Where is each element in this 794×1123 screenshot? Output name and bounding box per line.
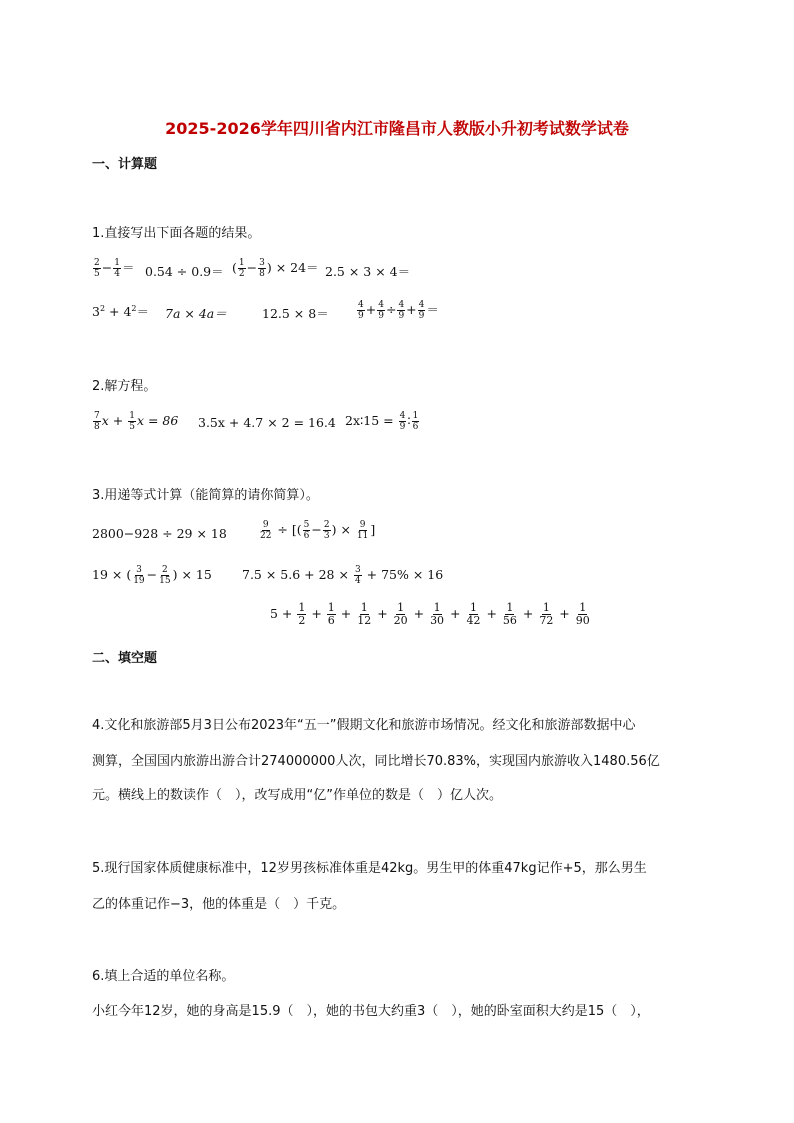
q3-expression-b: $\frac{9}{22}$ ÷ [( $\frac{5}{6}$ − $\frac{2}{3}$ ) × $\frac{9}{11}$ ]	[260, 520, 376, 541]
fraction: $\frac{1}{42}$	[466, 601, 481, 627]
question-4-line-2: 测算，全国国内旅游出游合计274000000人次，同比增长70.83%，实现国内旅游收入1480.56亿	[92, 754, 660, 769]
q1-row2-item-b: 7a × 4a＝	[165, 306, 227, 321]
q3-expression-d: 7.5 × 5.6 + 28 × $\frac{3}{4}$ + 75% × 16	[242, 565, 444, 586]
fraction: $\frac{1}{4}$	[114, 258, 120, 279]
question-1-stem: 1.直接写出下面各题的结果。	[92, 226, 261, 241]
section-heading-fill-in: 二、填空题	[92, 651, 158, 666]
q1-row1-item-a: $\frac{2}{5}$ − $\frac{1}{4}$ ＝	[94, 258, 135, 279]
fraction: $\frac{9}{11}$	[356, 520, 369, 541]
fraction: $\frac{3}{4}$	[354, 565, 361, 586]
q1-row1-item-d: 2.5 × 3 × 4＝	[325, 264, 411, 279]
question-6-line-1: 小红今年12岁，她的身高是15.9（ ），她的书包大约重3（ ），她的卧室面积大约是15（ ），	[92, 1004, 650, 1019]
question-6-stem: 6.填上合适的单位名称。	[92, 969, 235, 984]
fraction: $\frac{1}{2}$	[298, 601, 306, 627]
q3-expression-c: 19 × ( $\frac{3}{19}$ − $\frac{2}{15}$ ) × 15	[92, 565, 212, 586]
question-5-line-1: 5.现行国家体质健康标准中，12岁男孩标准体重是42kg。男生甲的体重47kg记作+5，那么男生	[92, 861, 647, 876]
q1-row2-item-a: $3^2 + 4^2=$	[92, 303, 150, 319]
q3-expression-e: 5 + $\frac{1}{2}$ + $\frac{1}{6}$ + $\frac{1}{12}$ + $\frac{1}{20}$ + $\frac{1}{30}$ + $\frac{1}{42}$ + $\frac{1}{56}$ + $\frac{1}{72}$ + $\frac{1}{90}$	[270, 601, 590, 627]
question-3-stem: 3.用递等式计算（能简算的请你简算）。	[92, 488, 319, 503]
q2-equation-b: 3.5x + 4.7 × 2 = 16.4	[198, 415, 336, 430]
fraction: $\frac{1}{90}$	[575, 601, 590, 627]
fraction: $\frac{1}{2}$	[238, 258, 245, 279]
fraction: $\frac{4}{9}$	[358, 300, 364, 321]
fraction: $\frac{3}{19}$	[133, 565, 145, 586]
question-4-line-1: 4.文化和旅游部5月3日公布2023年“五一”假期文化和旅游市场情况。经文化和旅游部数据中心	[92, 718, 636, 733]
fraction: $\frac{7}{8}$	[94, 411, 100, 432]
question-2-stem: 2.解方程。	[92, 379, 157, 394]
fraction: $\frac{3}{8}$	[259, 258, 265, 279]
fraction: $\frac{1}{56}$	[502, 601, 517, 627]
fraction: $\frac{1}{12}$	[357, 601, 372, 627]
page-title: 2025-2026学年四川省内江市隆昌市人教版小升初考试数学试卷	[165, 119, 629, 138]
fraction: $\frac{4}{9}$	[399, 411, 406, 432]
section-heading-calculation: 一、计算题	[92, 157, 158, 172]
q3-expression-a: 2800−928 ÷ 29 × 18	[92, 526, 227, 541]
fraction: $\frac{2}{3}$	[323, 520, 330, 541]
fraction: $\frac{4}{9}$	[398, 300, 405, 321]
fraction: $\frac{1}{20}$	[393, 601, 408, 627]
fraction: $\frac{1}{6}$	[412, 411, 419, 432]
fraction: $\frac{4}{9}$	[418, 300, 425, 321]
fraction: $\frac{2}{5}$	[94, 258, 100, 279]
question-5-line-2: 乙的体重记作−3，他的体重是（ ）千克。	[92, 897, 346, 912]
q1-row1-item-c: ( $\frac{1}{2}$ − $\frac{3}{8}$ ) × 24＝	[232, 258, 319, 279]
fraction: $\frac{5}{6}$	[303, 520, 310, 541]
fraction: $\frac{1}{6}$	[327, 601, 335, 627]
q2-equation-a: $\frac{7}{8}$ x + $\frac{1}{5}$ x = 86	[94, 411, 179, 432]
fraction: $\frac{9}{22}$	[260, 520, 272, 541]
fraction: $\frac{2}{15}$	[159, 565, 171, 586]
q1-row1-item-b: 0.54 ÷ 0.9＝	[145, 264, 224, 279]
question-4-line-3: 元。横线上的数读作（ ），改写成用“亿”作单位的数是（ ）亿人次。	[92, 788, 502, 803]
fraction: $\frac{1}{5}$	[129, 411, 135, 432]
fraction: $\frac{4}{9}$	[378, 300, 384, 321]
q1-row2-item-c: 12.5 × 8＝	[262, 306, 329, 321]
q1-row2-item-d: $\frac{4}{9}$ + $\frac{4}{9}$ ÷ $\frac{4}{9}$ + $\frac{4}{9}$ ＝	[358, 300, 439, 321]
fraction: $\frac{1}{72}$	[539, 601, 554, 627]
q2-equation-c: 2x∶15 = $\frac{4}{9}$ ∶ $\frac{1}{6}$	[345, 411, 419, 432]
fraction: $\frac{1}{30}$	[430, 601, 445, 627]
